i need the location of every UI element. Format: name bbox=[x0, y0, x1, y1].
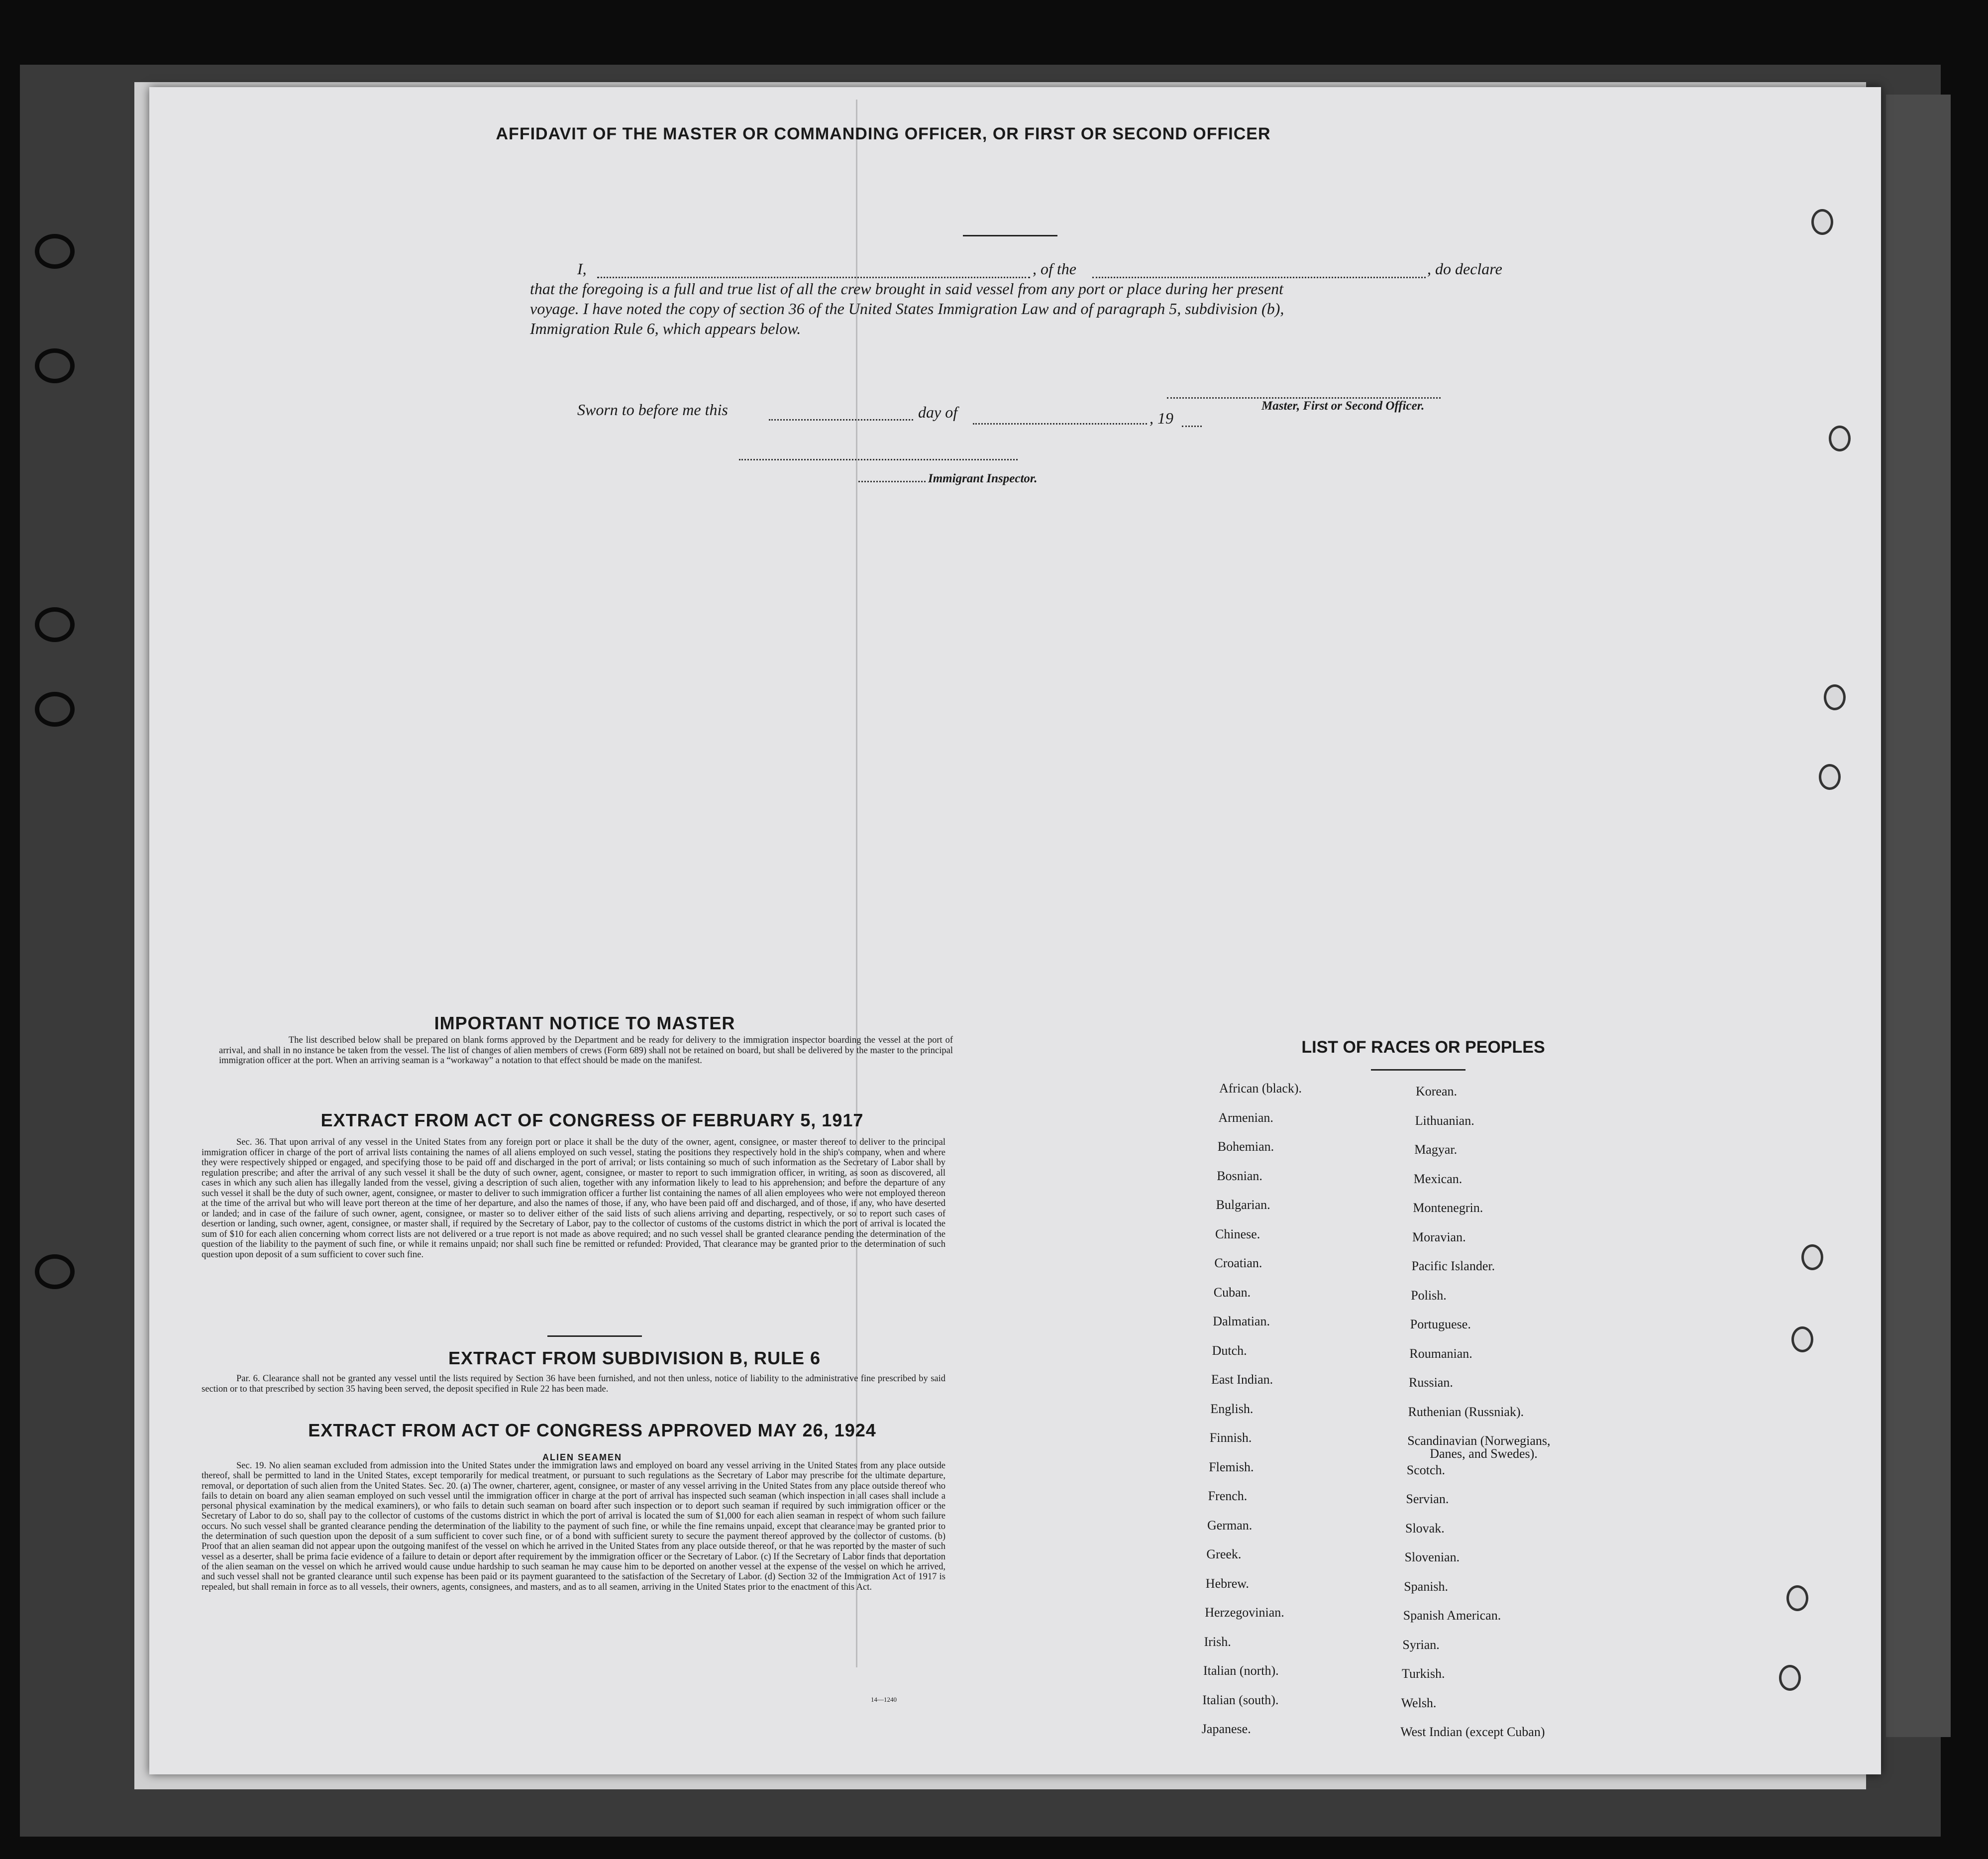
vessel-blank-line bbox=[1092, 277, 1426, 278]
month-blank-line bbox=[973, 423, 1147, 425]
affidavit-declare: , do declare bbox=[1427, 260, 1502, 278]
binder-ring-icon bbox=[35, 692, 75, 727]
race-item: Slovenian. bbox=[1404, 1550, 1460, 1564]
affidavit-line-3: voyage. I have noted the copy of section 36 of the United States Immigration Law and of paragraph 5, subdivision (b), bbox=[530, 300, 1284, 318]
signature-label: Master, First or Second Officer. bbox=[1261, 399, 1425, 413]
race-item: Turkish. bbox=[1402, 1666, 1445, 1681]
form-number: 14—1240 bbox=[871, 1696, 897, 1703]
affidavit-of-the: , of the bbox=[1033, 260, 1076, 278]
name-blank-line bbox=[597, 277, 1030, 278]
race-item: Finnish. bbox=[1209, 1430, 1252, 1445]
race-item: Bulgarian. bbox=[1216, 1198, 1270, 1212]
punch-hole-icon bbox=[1811, 209, 1833, 235]
race-item: Slovak. bbox=[1405, 1521, 1445, 1535]
inspector-short-line bbox=[858, 481, 926, 482]
race-item: English. bbox=[1210, 1401, 1254, 1416]
race-item: East Indian. bbox=[1211, 1372, 1273, 1387]
race-item: Montenegrin. bbox=[1413, 1201, 1483, 1215]
race-item: Mexican. bbox=[1413, 1171, 1463, 1186]
punch-hole-icon bbox=[1779, 1665, 1801, 1691]
binder-ring-icon bbox=[35, 1254, 75, 1289]
bleed-through-marks bbox=[1095, 543, 1742, 990]
race-item: West Indian (except Cuban) bbox=[1400, 1725, 1545, 1739]
inspector-label: Immigrant Inspector. bbox=[928, 472, 1038, 485]
act-1924-text: Sec. 19. No alien seaman excluded from admission into the United States under the immigration laws and employed on board any vessel arriving in the United States from any place outside thereof, shall be permitted to land in the United States, except temporarily for medical treatment, or pursuant to such regulations as the Secretary of Labor may prescribe for the ultimate departure, removal, or deportation of such alien from the United States. Sec. 20. (a) The owner, charterer, agent, consignee, or master of any vessel arriving in the United States from any place outside thereof who fails to detain on board any alien seaman employed on such vessel until the immigration officer in charge at the port of arrival has inspected such seaman (which inspection in all cases shall include a personal physical examination by the medical examiners), or who fails to detain such seaman on board after such inspection or to deport such seaman if required by such immigration officer or the Secretary of Labor to do so, shall pay to the collector of customs of the customs district in which the port of arrival is located the sum of $1,000 for each alien seaman in respect of whom such failure occurs. No such vessel shall be granted clearance pending the determination of the liability to the payment of such fine, or while the fine remains unpaid, except that clearance may be granted prior to the determination of such question upon the deposit of a sum sufficient to cover such fine, or of a bond with sufficient surety to secure the payment thereof approved by the collector of customs. (b) Proof that an alien seaman did not appear upon the outgoing manifest of the vessel on which he arrived in the United States from any place outside thereof, or that he was reported by the master of such vessel as a deserter, shall be prima facie evidence of a failure to detain or deport after requirement by the immigration officer or the Secretary of Labor. (c) If the Secretary of Labor finds that deportation of the alien seaman on the vessel on which he arrived would cause undue hardship to such seaman he may cause him to be deported on another vessel at the expense of the vessel on which he arrived, and such vessel shall not be granted clearance until such expense has been paid or its payment guaranteed to the satisfaction of the Secretary of Labor. (d) Section 32 of the Immigration Act of 1917 is repealed, but shall remain in force as to all vessels, their owners, agents, consignees, and masters, and as to all seamen, arriving in the United States prior to the enactment of this Act. bbox=[202, 1461, 945, 1592]
punch-hole-icon bbox=[1829, 426, 1851, 451]
race-item: Greek. bbox=[1206, 1547, 1242, 1561]
race-item: Roumanian. bbox=[1409, 1346, 1472, 1361]
extract-1917-title: EXTRACT FROM ACT OF CONGRESS OF FEBRUARY 5, 1917 bbox=[320, 1110, 864, 1130]
affidavit-title: AFFIDAVIT OF THE MASTER OR COMMANDING OFFICER, OR FIRST OR SECOND OFFICER bbox=[496, 124, 1271, 143]
race-item: German. bbox=[1207, 1518, 1253, 1532]
race-item: French. bbox=[1208, 1489, 1248, 1503]
notice-text: The list described below shall be prepared on blank forms approved by the Department and be ready for delivery to the immigration inspector boarding the vessel at the port of arrival, and shall in no instance be taken from the vessel. The list of changes of alien members of crews (Form 689) shall not be retained on board, but shall be delivered by the master to the principal immigration officer at the port. When an arriving seaman is a “workaway” a notation to that effect should be made on the manifest. bbox=[219, 1035, 953, 1066]
signature-blank-line bbox=[1167, 397, 1441, 399]
race-item: Pacific Islander. bbox=[1411, 1259, 1495, 1273]
affidavit-line-4: Immigration Rule 6, which appears below. bbox=[530, 320, 801, 337]
section-divider bbox=[547, 1335, 642, 1337]
race-item: Italian (north). bbox=[1203, 1663, 1279, 1678]
binder-spine bbox=[1886, 95, 1951, 1737]
race-item: Moravian. bbox=[1412, 1229, 1466, 1244]
races-title: LIST OF RACES OR PEOPLES bbox=[1301, 1038, 1545, 1057]
race-item: Irish. bbox=[1204, 1634, 1231, 1649]
race-item: Russian. bbox=[1409, 1375, 1453, 1390]
race-item: Welsh. bbox=[1401, 1695, 1437, 1710]
race-item: Polish. bbox=[1411, 1288, 1447, 1303]
race-item: Danes, and Swedes). bbox=[1430, 1446, 1538, 1461]
race-item: Italian (south). bbox=[1202, 1692, 1279, 1707]
extract-1917-text: Sec. 36. That upon arrival of any vessel in the United States from any foreign port or place it shall be the duty of the owner, agent, consignee, or master thereof to deliver to the principal immigration officer in charge of the port of arrival lists containing the names of all aliens employed on such vessel, stating the positions they respectively hold in the ship's company, when and where they were respectively shipped or engaged, and specifying those to be paid off and discharged in the port of arrival; or lists containing so much of such information as the Secretary of Labor shall by regulation prescribe; and after the arrival of any such vessel it shall be the duty of such owner, agent, consignee, or master to report to such immigration officer, in writing, as soon as discovered, all cases in which any such alien has illegally landed from the vessel, giving a description of such alien, together with any information likely to lead to his apprehension; and before the departure of any such vessel it shall be the duty of such owner, agent, consignee, or master to deliver to such immigration officer a further list containing the names of all alien employees who were not employed thereon at the time of the arrival but who will leave port thereon at the time of her departure, and also the names of those, if any, who have been paid off and discharged, and of those, if any, who have deserted or landed; and in case of the failure of such owner, agent, consignee, or master so to deliver either of the said lists of such aliens arriving and departing, respectively, or so to report such cases of desertion or landing, such owner, agent, consignee, or master shall, if required by the Secretary of Labor, pay to the collector of customs of the customs district in which the port of arrival is located the sum of $10 for each alien concerning whom correct lists are not delivered or a true report is not made as above required; and no such vessel shall be granted clearance pending the determination of the question of the liability to the payment of such fine, or while it remains unpaid; nor shall such fine be remitted or refunded: Provided, That clearance may be granted prior to the determination of such question upon deposit of a sum sufficient to cover such fine. bbox=[202, 1137, 945, 1260]
race-item: Chinese. bbox=[1215, 1226, 1260, 1241]
race-item: Japanese. bbox=[1201, 1722, 1251, 1736]
title-underline bbox=[963, 235, 1057, 236]
punch-hole-icon bbox=[1824, 684, 1846, 710]
year-blank-line bbox=[1182, 426, 1202, 427]
race-item: Spanish. bbox=[1404, 1579, 1449, 1594]
year-text: , 19 bbox=[1150, 409, 1173, 427]
day-blank-line bbox=[769, 419, 913, 421]
race-item: Dalmatian. bbox=[1213, 1314, 1270, 1328]
race-item: Syrian. bbox=[1402, 1637, 1440, 1652]
race-item: Portuguese. bbox=[1410, 1317, 1471, 1331]
act-1924-title: EXTRACT FROM ACT OF CONGRESS APPROVED MAY 26, 1924 bbox=[308, 1420, 876, 1440]
binder-ring-icon bbox=[35, 234, 75, 269]
binder-ring-icon bbox=[35, 607, 75, 642]
race-item: African (black). bbox=[1219, 1081, 1302, 1095]
race-item: Lithuanian. bbox=[1415, 1113, 1474, 1128]
binder-ring-icon bbox=[35, 348, 75, 383]
notice-title: IMPORTANT NOTICE TO MASTER bbox=[434, 1013, 735, 1033]
race-item: Herzegovinian. bbox=[1205, 1605, 1284, 1620]
race-item: Ruthenian (Russniak). bbox=[1408, 1404, 1524, 1419]
race-item: Spanish American. bbox=[1403, 1608, 1501, 1623]
affidavit-i: I, bbox=[577, 260, 587, 278]
punch-hole-icon bbox=[1786, 1585, 1808, 1611]
punch-hole-icon bbox=[1819, 764, 1841, 790]
affidavit-line-2: that the foregoing is a full and true list of all the crew brought in said vessel from any port or place during her present bbox=[530, 280, 1283, 298]
race-item: Dutch. bbox=[1212, 1343, 1247, 1358]
punch-hole-icon bbox=[1801, 1244, 1823, 1270]
races-title-underline bbox=[1371, 1069, 1465, 1071]
punch-hole-icon bbox=[1791, 1326, 1813, 1352]
race-item: Servian. bbox=[1406, 1492, 1449, 1506]
race-item: Hebrew. bbox=[1205, 1576, 1249, 1591]
race-item: Armenian. bbox=[1218, 1110, 1273, 1125]
inspector-blank-line bbox=[739, 459, 1018, 460]
day-of-text: day of bbox=[918, 403, 958, 421]
race-item: Scotch. bbox=[1406, 1462, 1446, 1477]
race-item: Magyar. bbox=[1414, 1142, 1458, 1157]
rule6-title: EXTRACT FROM SUBDIVISION B, RULE 6 bbox=[448, 1348, 821, 1368]
race-item: Bohemian. bbox=[1217, 1139, 1274, 1154]
alien-seamen-subtitle: ALIEN SEAMEN bbox=[542, 1452, 623, 1462]
race-item: Croatian. bbox=[1214, 1256, 1262, 1270]
rule6-text: Par. 6. Clearance shall not be granted any vessel until the lists required by Section 36 have been furnished, and not then unless, notice of liability to the administrative fine prescribed by said section or to that prescribed by section 35 having been served, the deposit specified in Rule 22 has been made. bbox=[202, 1374, 945, 1394]
race-item: Flemish. bbox=[1209, 1459, 1254, 1474]
race-item: Bosnian. bbox=[1217, 1168, 1262, 1183]
race-item: Korean. bbox=[1416, 1084, 1458, 1098]
sworn-text: Sworn to before me this bbox=[577, 401, 728, 419]
race-item: Scandinavian (Norwegians, bbox=[1407, 1433, 1551, 1448]
race-item: Cuban. bbox=[1213, 1285, 1251, 1300]
